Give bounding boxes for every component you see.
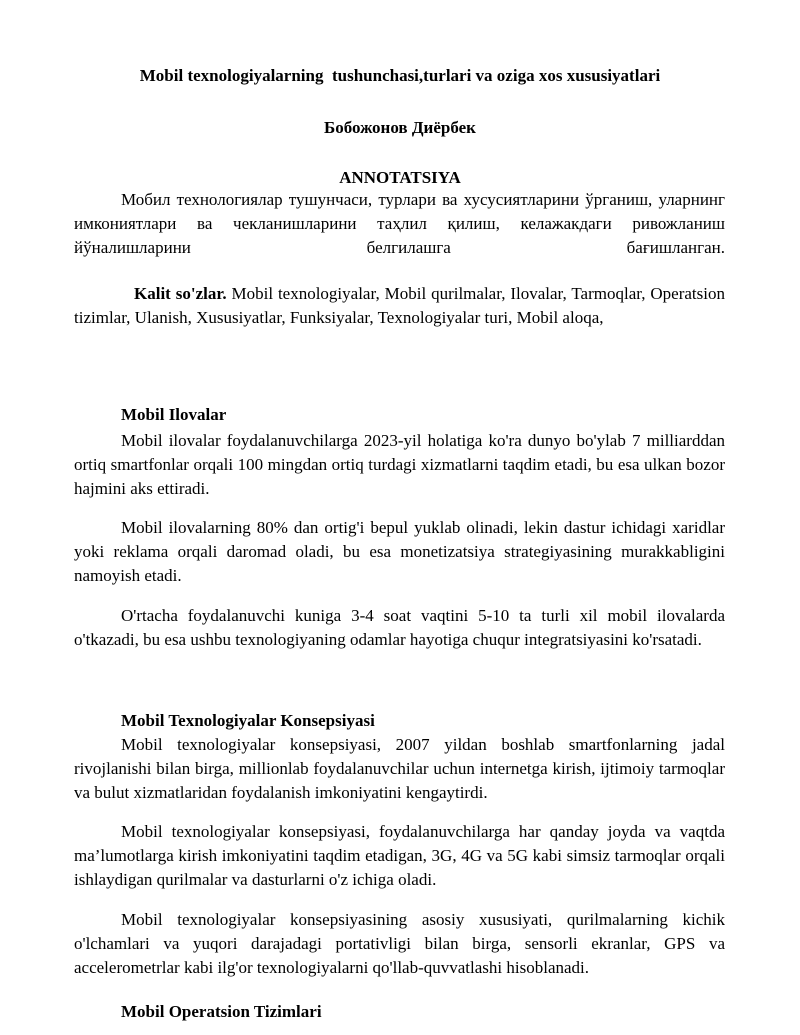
section-heading-operatsion-tizimlari: Mobil Operatsion Tizimlari xyxy=(121,1002,322,1021)
section-heading-konsepsiya: Mobil Texnologiyalar Konsepsiyasi xyxy=(121,711,375,730)
author-name: Бобожонов Диёрбек xyxy=(324,118,476,137)
keywords-label: Kalit so'zlar. xyxy=(134,284,227,303)
annotation-heading: ANNOTATSIYA xyxy=(339,168,461,187)
section-heading-mobil-ilovalar: Mobil Ilovalar xyxy=(121,405,227,424)
annotation-text: Мобил технологиялар тушунчаси, турлари ва хусусиятларини ўрганиш, уларнинг имкониятлари ва чекланишларини таҳлил қилиш, келажакдаги ривожланиш йўналишларини белгилашга бағишланган. xyxy=(74,190,725,257)
section-paragraph: Mobil texnologiyalar konsepsiyasining asosiy xususiyati, qurilmalarning kichik o'lchamlari va yuqori darajadagi portativligi bilan birga, sensorli ekranlar, GPS va accelerometrlar kabi ilg'or texnologiyalarni qo'llab-quvvatlashi hisoblanadi. xyxy=(74,910,725,977)
section-paragraph: Mobil ilovalar foydalanuvchilarga 2023-yil holatiga ko'ra dunyo bo'ylab 7 milliarddan ortiq smartfonlar orqali 100 mingdan ortiq turdagi xizmatlarni taqdim etadi, bu esa ulkan bozor hajmini aks ettiradi. xyxy=(74,431,725,498)
section-paragraph: Mobil texnologiyalar konsepsiyasi, foydalanuvchilarga har qanday joyda va vaqtda ma’lumotlarga kirish imkoniyatini taqdim etadigan, 3G, 4G va 5G kabi simsiz tarmoqlar orqali ishlaydigan qurilmalar va dasturlarni o'z ichiga oladi. xyxy=(74,822,725,889)
keywords-paragraph xyxy=(74,282,725,330)
keywords-text: Mobil texnologiyalar, Mobil qurilmalar, Ilovalar, Tarmoqlar, Operatsion tizimlar, Ulanish, Xususiyatlar, Funksiyalar, Texnologiyalar turi, Mobil aloqa, xyxy=(74,284,725,327)
document-title: Mobil texnologiyalarning tushunchasi,turlari va oziga xos xususiyatlari xyxy=(139,66,661,85)
section-paragraph: O'rtacha foydalanuvchi kuniga 3-4 soat vaqtini 5-10 ta turli xil mobil ilovalarda o'tkazadi, bu esa ushbu texnologiyaning odamlar hayotiga chuqur integratsiyasini ko'rsatadi. xyxy=(74,606,725,649)
section-paragraph: Mobil texnologiyalar konsepsiyasi, 2007 yildan boshlab smartfonlarning jadal rivojlanishi bilan birga, millionlab foydalanuvchilar uchun internetga kirish, ijtimoiy tarmoqlar va bulut xizmatlaridan foydalanish imkoniyatini kengaytirdi. xyxy=(74,735,725,802)
section-paragraph: Mobil ilovalarning 80% dan ortig'i bepul yuklab olinadi, lekin dastur ichidagi xaridlar yoki reklama orqali daromad oladi, bu esa monetizatsiya strategiyasining murakkabligini namoyish etadi. xyxy=(74,518,725,585)
